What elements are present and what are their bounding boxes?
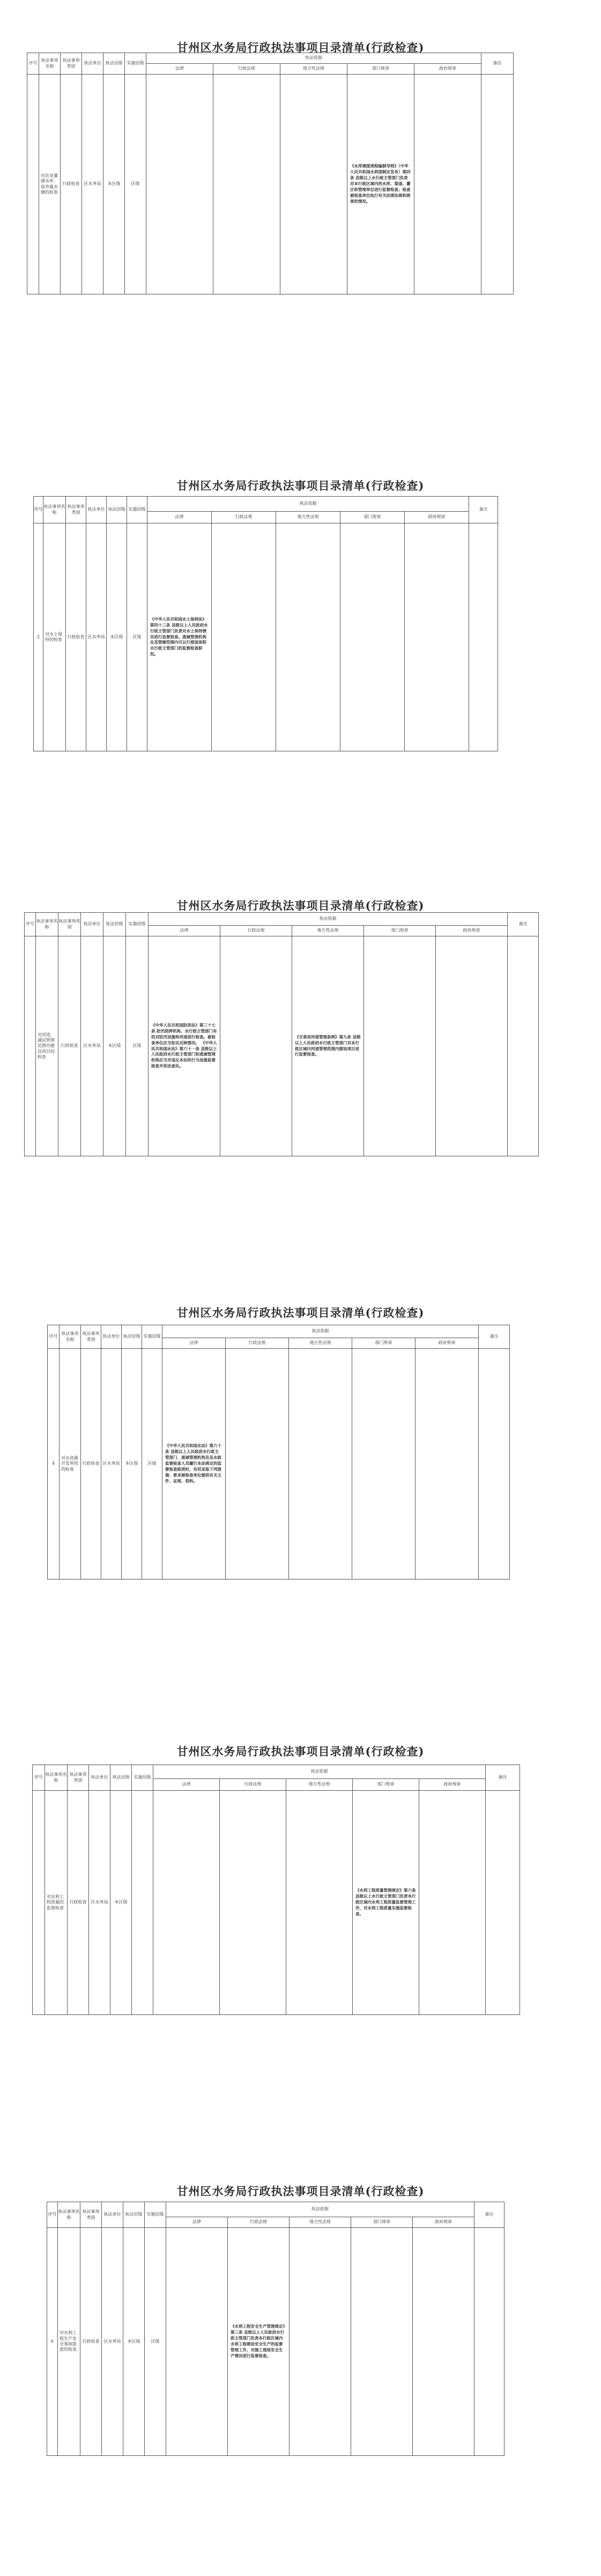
header-seq: 序号 — [47, 2202, 58, 2228]
header-admin-regulation: 行政法规 — [220, 926, 292, 936]
header-gov-rule: 政府规章 — [413, 2217, 474, 2228]
cell-law — [153, 1791, 220, 2015]
cell-item-name: 对水利工程生产安全事故隐患的检查 — [58, 2228, 80, 2456]
header-law-subject: 实施层级 — [145, 2202, 166, 2228]
header-department-rule: 部门规章 — [352, 1338, 415, 1349]
cell-gov-rule — [415, 1349, 479, 1579]
header-category: 执法事项类别 — [80, 2202, 102, 2228]
cell-category: 行政检查 — [66, 523, 86, 751]
header-basis-group: 执法依据 — [149, 913, 508, 926]
cell-category: 行政检查 — [61, 75, 82, 294]
cell-subject: 区水务局 — [82, 75, 103, 294]
cell-law-subject: 区级 — [125, 75, 146, 294]
header-category: 执法事项类别 — [61, 53, 82, 75]
cell-gov-rule — [405, 523, 469, 751]
cell-seq — [33, 1791, 45, 2015]
header-admin-regulation: 行政法规 — [220, 1779, 286, 1791]
header-subject: 执法单位 — [86, 497, 107, 523]
cell-remark — [486, 1791, 520, 2015]
header-admin-regulation: 行政法规 — [213, 64, 280, 75]
header-department-rule: 部门规章 — [364, 926, 436, 936]
table-row — [34, 523, 498, 751]
cell-admin-regulation — [220, 936, 292, 1156]
cell-subject: 区水务局 — [81, 936, 103, 1156]
header-law: 法律 — [166, 2217, 228, 2228]
document-page-4 — [0, 1298, 601, 1723]
header-gov-rule: 政府规章 — [436, 926, 508, 936]
table-row — [25, 936, 539, 1156]
cell-remark — [469, 523, 498, 751]
cell-department-rule — [364, 936, 436, 1156]
header-level: 执法层级 — [103, 913, 126, 936]
header-admin-regulation: 行政法规 — [226, 1338, 289, 1349]
cell-level: 本区级 — [122, 1349, 142, 1579]
header-admin-regulation: 行政法规 — [228, 2217, 290, 2228]
header-remark: 备注 — [486, 1765, 520, 1791]
header-seq: 序号 — [27, 53, 39, 75]
header-remark: 备注 — [469, 497, 498, 523]
header-local-regulation: 地方性法规 — [292, 926, 364, 936]
page-title: 甘州区水务局行政执法事项目录清单(行政检查) — [176, 1745, 425, 1758]
header-category: 执法事项类别 — [68, 1765, 89, 1791]
header-department-rule: 部门规章 — [347, 64, 414, 75]
cell-admin-regulation — [220, 1791, 286, 2015]
enforcement-table — [27, 53, 514, 294]
header-remark: 备注 — [508, 913, 539, 936]
header-level: 执法层级 — [110, 1765, 132, 1791]
cell-local-regulation: 《甘肃省河道管理条例》第九条 县级以上人民政府水行政主管部门对本行政区域内河道管理范围内建设项目进行监督检查。 — [292, 936, 364, 1156]
cell-admin-regulation — [212, 523, 276, 751]
cell-seq — [25, 936, 36, 1156]
header-level: 执法层级 — [103, 53, 125, 75]
cell-local-regulation — [280, 75, 347, 294]
cell-department-rule: 《水库调度规程编制导则》（中华人民共和国水利部制定发布）第四条 县级以上水行政主管部门负责对本行政区域内的水库、渠道、灌区和管理单位进行监督检查；检查被检查单位执行有关法律法规和规章的情况。 — [347, 75, 414, 294]
cell-subject: 区水务局 — [89, 1791, 110, 2015]
header-seq: 序号 — [25, 913, 36, 936]
header-item-name: 执法事项名称 — [58, 2202, 80, 2228]
page-title: 甘州区水务局行政执法事项目录清单(行政检查) — [176, 2184, 425, 2198]
cell-law-subject: 区级 — [142, 1349, 162, 1579]
cell-remark — [479, 1349, 510, 1579]
table-row — [48, 1349, 510, 1579]
header-gov-rule: 政府规章 — [405, 512, 469, 523]
document-page-3 — [0, 889, 601, 1315]
cell-level: 本区级 — [123, 2228, 145, 2456]
document-page-6 — [0, 2151, 601, 2576]
cell-gov-rule — [419, 1791, 486, 2015]
cell-law — [146, 75, 213, 294]
header-gov-rule: 政府规章 — [415, 1338, 479, 1349]
header-subject: 执法单位 — [89, 1765, 110, 1791]
cell-item-name: 对农业灌溉水库、雨养量水塘的检查 — [39, 75, 61, 294]
header-law-subject: 实施层级 — [126, 913, 149, 936]
cell-admin-regulation — [213, 75, 280, 294]
cell-seq: 2 — [34, 523, 43, 751]
cell-level: 本区级 — [107, 523, 127, 751]
header-gov-rule: 政府规章 — [414, 64, 481, 75]
cell-subject: 区水务局 — [101, 1349, 122, 1579]
cell-law: 《中华人民共和国防洪法》第三十七条 防汛指挥机构、水行政主管部门有权对防汛设施和河道进行检查。被检查单位应当如实反映情况。 《中华人民共和国水法》第六十一条 县级以上人民政府水行政主管部门和流域管理机构应当对违反本法的行为加强监督检查并依法查处。 — [149, 936, 220, 1156]
cell-department-rule — [351, 2228, 413, 2456]
header-law-subject: 实施层级 — [132, 1765, 153, 1791]
cell-law — [166, 2228, 228, 2456]
header-local-regulation: 地方性法规 — [276, 512, 340, 523]
cell-seq: 4 — [48, 1349, 60, 1579]
header-remark: 备注 — [481, 53, 514, 75]
cell-law: 《中华人民共和国水法》第六十条 县级以上人民政府水行政主管部门、流域管理机构及其水政监督检查人员履行本法规定的监督检查职责时，有权采取下列措施：要求被检查单位提供有关文件、证照、资料。 — [162, 1349, 226, 1579]
header-level: 执法层级 — [122, 1325, 142, 1349]
header-basis-group: 执法依据 — [162, 1325, 479, 1338]
cell-item-name: 对水利工程质量的监督检查 — [45, 1791, 68, 2015]
header-local-regulation: 地方性法规 — [290, 2217, 351, 2228]
cell-law-subject: 区级 — [127, 523, 147, 751]
table-row — [47, 2228, 504, 2456]
enforcement-table — [47, 2202, 504, 2456]
header-seq: 序号 — [48, 1325, 60, 1349]
cell-law-subject — [132, 1791, 153, 2015]
header-basis-group: 执法依据 — [147, 497, 469, 512]
enforcement-table — [24, 912, 539, 1156]
page-title: 甘州区水务局行政执法事项目录清单(行政检查) — [176, 41, 425, 54]
cell-item-name: 对河道、湖泊管理范围内建设项目的检查 — [36, 936, 58, 1156]
cell-admin-regulation — [226, 1349, 289, 1579]
cell-department-rule: 《水利工程质量管理规定》第六条 县级以上水行政主管部门负责本行政区域内水利工程质量监督管理工作，对水利工程质量实施监督检查。 — [353, 1791, 419, 2015]
cell-subject: 区水务局 — [86, 523, 107, 751]
header-department-rule: 部门规章 — [340, 512, 405, 523]
header-law-subject: 实施层级 — [125, 53, 146, 75]
header-seq: 序号 — [34, 497, 43, 523]
cell-law-subject: 区级 — [145, 2228, 166, 2456]
header-law-subject: 实施层级 — [142, 1325, 162, 1349]
header-law: 法律 — [147, 512, 212, 523]
cell-department-rule — [352, 1349, 415, 1579]
cell-category: 行政检查 — [81, 1349, 101, 1579]
cell-remark — [481, 75, 514, 294]
cell-gov-rule — [413, 2228, 474, 2456]
header-law-subject: 实施层级 — [127, 497, 147, 523]
header-item-name: 执法事项名称 — [45, 1765, 68, 1791]
table-row — [27, 75, 514, 294]
cell-category: 行政检查 — [68, 1791, 89, 2015]
header-level: 执法层级 — [107, 497, 127, 523]
header-law: 法律 — [146, 64, 213, 75]
page-title: 甘州区水务局行政执法事项目录清单(行政检查) — [176, 899, 425, 912]
document-page-2 — [0, 445, 601, 870]
header-local-regulation: 地方性法规 — [286, 1779, 353, 1791]
header-level: 执法层级 — [123, 2202, 145, 2228]
enforcement-table — [32, 1765, 520, 2015]
header-basis-group: 执法依据 — [153, 1765, 486, 1779]
cell-level: 本区级 — [103, 936, 126, 1156]
header-admin-regulation: 行政法规 — [212, 512, 276, 523]
cell-remark — [508, 936, 539, 1156]
cell-seq: 6 — [47, 2228, 58, 2456]
header-local-regulation: 地方性法规 — [289, 1338, 352, 1349]
cell-level: 本区级 — [103, 75, 125, 294]
cell-item-name: 对水资源开发利用的检查 — [60, 1349, 81, 1579]
enforcement-table — [33, 496, 498, 751]
header-basis-group: 执法依据 — [146, 53, 481, 64]
header-item-name: 执法事项名称 — [43, 497, 66, 523]
enforcement-table — [47, 1325, 510, 1579]
cell-seq — [27, 75, 39, 294]
header-item-name: 执法事项名称 — [39, 53, 61, 75]
page-title: 甘州区水务局行政执法事项目录清单(行政检查) — [176, 1306, 425, 1319]
cell-local-regulation — [289, 1349, 352, 1579]
header-remark: 备注 — [474, 2202, 504, 2228]
header-subject: 执法单位 — [102, 2202, 123, 2228]
header-remark: 备注 — [479, 1325, 510, 1349]
cell-local-regulation — [286, 1791, 353, 2015]
header-item-name: 执法事项名称 — [36, 913, 58, 936]
header-law: 法律 — [162, 1338, 226, 1349]
cell-admin-regulation: 《水利工程安全生产管理规定》第三条 县级以上人民政府水行政主管部门负责本行政区域内水利工程建设安全生产的监督管理工作，对施工现场安全生产情况进行监督检查。 — [228, 2228, 290, 2456]
header-seq: 序号 — [33, 1765, 45, 1791]
cell-level: 本区级 — [110, 1791, 132, 2015]
header-category: 执法事项类别 — [81, 1325, 101, 1349]
cell-subject: 区水务局 — [102, 2228, 123, 2456]
header-subject: 执法单位 — [81, 913, 103, 936]
header-category: 执法事项类别 — [58, 913, 81, 936]
document-page-5 — [0, 1738, 601, 2163]
cell-department-rule — [340, 523, 405, 751]
header-department-rule: 部门规章 — [353, 1779, 419, 1791]
table-row — [33, 1791, 520, 2015]
cell-local-regulation — [276, 523, 340, 751]
cell-law-subject: 区级 — [126, 936, 149, 1156]
header-subject: 执法单位 — [101, 1325, 122, 1349]
header-category: 执法事项类别 — [66, 497, 86, 523]
header-department-rule: 部门规章 — [351, 2217, 413, 2228]
cell-category: 行政检查 — [80, 2228, 102, 2456]
cell-remark — [474, 2228, 504, 2456]
cell-gov-rule — [414, 75, 481, 294]
header-basis-group: 执法依据 — [166, 2202, 474, 2217]
header-subject: 执法单位 — [82, 53, 103, 75]
page-title: 甘州区水务局行政执法事项目录清单(行政检查) — [176, 479, 425, 492]
cell-law: 《中华人民共和国水土保持法》第四十三条 县级以上人民政府水行政主管部门负责对水土保持情况进行监督检查。流域管理机构在其管辖范围内可以行使国务院水行政主管部门的监督检查职权。 — [147, 523, 212, 751]
header-gov-rule: 政府规章 — [419, 1779, 486, 1791]
header-law: 法律 — [149, 926, 220, 936]
cell-gov-rule — [436, 936, 508, 1156]
header-item-name: 执法事项名称 — [60, 1325, 81, 1349]
cell-category: 行政检查 — [58, 936, 81, 1156]
cell-local-regulation — [290, 2228, 351, 2456]
header-law: 法律 — [153, 1779, 220, 1791]
header-local-regulation: 地方性法规 — [280, 64, 347, 75]
cell-item-name: 对水土保持的检查 — [43, 523, 66, 751]
document-page-1 — [0, 31, 601, 456]
